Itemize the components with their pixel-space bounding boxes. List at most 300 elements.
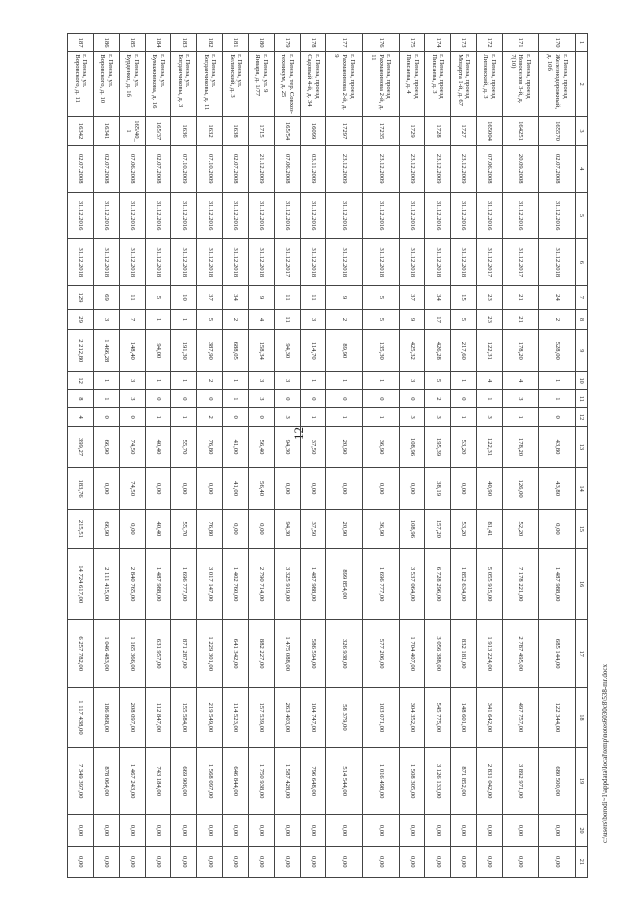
table-cell: 187	[68, 34, 94, 52]
table-cell: 104 747,00	[300, 688, 326, 748]
table-cell: 24	[539, 286, 576, 309]
address-cell: г. Пенза, ул. Белинский, д. 3	[223, 52, 249, 117]
table-cell: 387,90	[197, 330, 223, 372]
table-row	[451, 34, 477, 878]
table-cell: 31.12.2018	[171, 239, 197, 286]
table-cell: 0,00	[119, 509, 145, 548]
table-cell: 5	[425, 372, 451, 390]
table-cell: 11	[274, 286, 300, 309]
table-cell: 0,00	[539, 509, 576, 548]
table-cell: 0	[362, 390, 399, 408]
table-cell: 53,20	[451, 509, 477, 548]
table-cell: 31.12.2018	[300, 239, 326, 286]
table-cell: 1	[451, 408, 477, 426]
table-cell: 641 342,00	[223, 620, 249, 688]
table-cell: 4	[248, 309, 274, 330]
table-cell: 56,40	[248, 426, 274, 468]
table-cell: 55,70	[171, 426, 197, 468]
table-cell: 07.10.2009	[197, 145, 223, 192]
table-cell: 1 696 777,00	[362, 548, 399, 620]
table-cell: 34	[425, 286, 451, 309]
table-cell: 165/37	[145, 117, 171, 146]
table-cell: 215,51	[68, 509, 94, 548]
table-cell: 3	[248, 390, 274, 408]
table-cell: 3 892 971,00	[502, 747, 539, 815]
table-cell: 688,05	[223, 330, 249, 372]
table-cell: 878 064,00	[94, 747, 120, 815]
table-cell: 497 757,00	[502, 688, 539, 748]
table-cell: 191,30	[171, 330, 197, 372]
table-cell: 426,28	[425, 330, 451, 372]
table-cell: 172	[477, 34, 503, 52]
table-cell: 55,70	[171, 509, 197, 548]
table-cell: 0,00	[300, 815, 326, 846]
table-cell: 2 790 714,00	[248, 548, 274, 620]
address-cell: г. Пенза, проезд Пиксаева, д. 4	[399, 52, 425, 117]
table-cell: 165570	[539, 117, 576, 146]
table-cell: 29	[68, 309, 94, 330]
table-cell: 3	[399, 372, 425, 390]
table-cell: 31.12.2017	[502, 239, 539, 286]
table-cell: 03.11.2009	[300, 145, 326, 192]
column-number-9: 9	[576, 330, 588, 372]
table-cell: 2	[197, 408, 223, 426]
table-cell: 165/54	[274, 117, 300, 146]
table-cell: 0,00	[197, 468, 223, 510]
table-cell: 31.12.2016	[119, 192, 145, 239]
address-cell: г. Пенза, ул. 9 Января, д. 1/77	[248, 52, 274, 117]
address-cell: г. Пенза, ул. Бумажникова, д. 16	[145, 52, 171, 117]
table-cell: 0,00	[399, 815, 425, 846]
table-cell: 0	[399, 390, 425, 408]
table-cell: 23	[477, 309, 503, 330]
table-cell: 1	[171, 408, 197, 426]
table-cell: 1 487 988,00	[145, 548, 171, 620]
table-cell: 425,32	[399, 330, 425, 372]
table-cell: 3	[399, 408, 425, 426]
table-cell: 0	[451, 390, 477, 408]
table-cell: 0,00	[451, 846, 477, 877]
table-cell: 0,00	[248, 815, 274, 846]
address-cell: г. Пенза, тер. Совхоз-техникум, д. 25	[274, 52, 300, 117]
table-cell: 3 017 147,00	[197, 548, 223, 620]
table-cell: 1	[539, 372, 576, 390]
table-cell: 31.12.2016	[145, 192, 171, 239]
table-cell: 3	[119, 390, 145, 408]
table-row	[300, 34, 326, 878]
table-cell: 6 728 296,00	[425, 548, 451, 620]
table-cell: 122,31	[477, 330, 503, 372]
table-cell: 37,50	[300, 426, 326, 468]
table-cell: 31.12.2016	[539, 192, 576, 239]
table-cell: 0,00	[223, 509, 249, 548]
table-cell: 0,00	[451, 815, 477, 846]
table-cell: 0	[145, 390, 171, 408]
table-cell: 4	[502, 372, 539, 390]
column-number-3: 3	[576, 117, 588, 146]
table-cell: 0,00	[248, 509, 274, 548]
table-cell: 2	[223, 309, 249, 330]
table-cell: 3	[94, 309, 120, 330]
table-cell: 177	[326, 34, 363, 52]
table-cell: 66,90	[94, 426, 120, 468]
column-number-11: 11	[576, 390, 588, 408]
table-cell: 1	[362, 408, 399, 426]
table-cell: 217,60	[451, 330, 477, 372]
table-cell: 0	[326, 390, 363, 408]
table-cell: 3	[300, 309, 326, 330]
table-cell: 31.12.2016	[451, 192, 477, 239]
table-cell: 0,00	[68, 815, 94, 846]
file-path-footer: c:\users\borodi~1\appdata\local\temp\notes6030c8\538-mr.docx	[601, 664, 609, 843]
table-cell: 31.12.2016	[362, 192, 399, 239]
table-cell: 1	[223, 372, 249, 390]
table-cell: 31.12.2018	[362, 239, 399, 286]
table-cell: 1 587 428,00	[274, 747, 300, 815]
table-cell: 16341	[94, 117, 120, 146]
table-cell: 178,20	[502, 426, 539, 468]
table-cell: 0,00	[197, 846, 223, 877]
column-number-19: 19	[576, 747, 588, 815]
address-cell: г. Пенза, проезд Новоселов 3-й, д. 7(10)	[502, 52, 539, 117]
table-cell: 0,00	[326, 815, 363, 846]
table-cell: 31.12.2016	[68, 192, 94, 239]
table-cell: 58 379,00	[326, 688, 363, 748]
table-cell: 7	[119, 309, 145, 330]
table-cell: 185	[119, 34, 145, 52]
table-cell: 129	[68, 286, 94, 309]
table-cell: 69	[94, 286, 120, 309]
table-cell: 1727	[451, 117, 477, 146]
table-cell: 3 325 919,00	[274, 548, 300, 620]
table-cell: 0,00	[248, 846, 274, 877]
table-cell: 31.12.2018	[197, 239, 223, 286]
table-cell: 263 403,00	[274, 688, 300, 748]
table-cell: 3	[119, 372, 145, 390]
column-number-1: 1	[576, 34, 588, 52]
table-cell: 1 913 224,00	[477, 620, 503, 688]
table-cell: 0,00	[502, 846, 539, 877]
table-cell: 1	[451, 372, 477, 390]
table-cell: 7 178 221,00	[502, 548, 539, 620]
table-cell: 10	[171, 286, 197, 309]
table-cell: 9	[326, 286, 363, 309]
table-cell: 135,30	[362, 330, 399, 372]
table-cell: 31.12.2018	[68, 239, 94, 286]
table-cell: 20.09.2008	[502, 145, 539, 192]
table-cell: 0	[274, 390, 300, 408]
table-cell: 1 696 777,00	[171, 548, 197, 620]
table-cell: 23.12.2009	[425, 145, 451, 192]
table-cell: 1 487 988,00	[539, 548, 576, 620]
table-cell: 31.12.2018	[425, 239, 451, 286]
column-number-8: 8	[576, 309, 588, 330]
table-cell: 304 352,00	[399, 688, 425, 748]
table-cell: 3 537 064,00	[399, 548, 425, 620]
table-cell: 0,00	[171, 468, 197, 510]
table-cell: 2	[425, 390, 451, 408]
table-cell: 1638	[223, 117, 249, 146]
table-cell: 21	[502, 286, 539, 309]
table-cell: 184	[145, 34, 171, 52]
table-cell: 5	[197, 309, 223, 330]
table-cell: 37	[197, 286, 223, 309]
address-cell: г. Пенза, ул. Бурденко, д. 1б	[119, 52, 145, 117]
table-cell: 178,20	[502, 330, 539, 372]
table-cell: 4	[68, 408, 94, 426]
table-cell: 0,00	[94, 846, 120, 877]
table-cell: 02.07.2008	[145, 145, 171, 192]
table-cell: 94,30	[274, 509, 300, 548]
table-cell: 12	[68, 372, 94, 390]
address-cell: г. Пенза, ул. Воровского, д. 10	[94, 52, 120, 117]
address-cell: г. Пенза, ул. Воровского, д. 11	[68, 52, 94, 117]
data-table	[67, 33, 588, 878]
table-cell: 52,20	[502, 509, 539, 548]
table-cell: 74,50	[119, 426, 145, 468]
table-cell: 1	[145, 372, 171, 390]
table-cell: 1 487 988,00	[300, 548, 326, 620]
table-cell: 11	[300, 286, 326, 309]
table-cell: 1729	[399, 117, 425, 146]
table-cell: 1	[477, 390, 503, 408]
address-cell: г. Пенза, проезд Моцарта 1-й, д. 67	[451, 52, 477, 117]
column-number-4: 4	[576, 145, 588, 192]
table-cell: 0,00	[197, 815, 223, 846]
table-cell: 36,90	[362, 426, 399, 468]
table-cell: 1	[145, 408, 171, 426]
table-cell: 0	[94, 408, 120, 426]
table-cell: 514 544,00	[326, 747, 363, 815]
table-cell: 31.12.2016	[94, 192, 120, 239]
table-cell: 899 854,00	[326, 548, 363, 620]
table-cell: 219 549,00	[197, 688, 223, 748]
column-number-5: 5	[576, 192, 588, 239]
table-row	[68, 34, 94, 878]
table-cell: 0,00	[68, 846, 94, 877]
table-cell: 31.12.2018	[326, 239, 363, 286]
table-cell: 108,96	[399, 509, 425, 548]
table-cell: 528,00	[539, 330, 576, 372]
table-row	[274, 34, 300, 878]
table-row	[399, 34, 425, 878]
table-cell: 16099	[300, 117, 326, 146]
table-cell: 5	[362, 309, 399, 330]
table-cell: 0,00	[223, 815, 249, 846]
table-cell: 23.12.2009	[326, 145, 363, 192]
table-cell: 1 016 498,00	[362, 747, 399, 815]
table-cell: 577 206,00	[362, 620, 399, 688]
table-cell: 1 466,28	[94, 330, 120, 372]
table-cell: 0,00	[539, 815, 576, 846]
table-cell: 114 523,00	[223, 688, 249, 748]
table-cell: 1	[362, 372, 399, 390]
table-cell: 41,00	[223, 426, 249, 468]
table-cell: 170	[539, 34, 576, 52]
table-cell: 36,90	[362, 509, 399, 548]
table-cell: 1	[145, 309, 171, 330]
table-cell: 38,19	[425, 468, 451, 510]
table-cell: 37,50	[300, 509, 326, 548]
table-cell: 53,20	[451, 426, 477, 468]
table-cell: 34	[223, 286, 249, 309]
column-number-18: 18	[576, 688, 588, 748]
address-cell: г. Пенза, проезд Пиксаева, д. 3	[425, 52, 451, 117]
column-number-15: 15	[576, 509, 588, 548]
table-cell: 176	[362, 34, 399, 52]
table-cell: 0	[539, 408, 576, 426]
table-cell: 148 601,00	[451, 688, 477, 748]
table-cell: 94,30	[274, 330, 300, 372]
table-cell: 1	[502, 408, 539, 426]
table-cell: 2 787 495,00	[502, 620, 539, 688]
column-number-6: 6	[576, 239, 588, 286]
table-cell: 43,80	[539, 468, 576, 510]
table-cell: 103 071,00	[362, 688, 399, 748]
table-cell: 17235	[362, 117, 399, 146]
table-cell: 1715	[248, 117, 274, 146]
table-cell: 3	[274, 372, 300, 390]
table-cell: 2 212,80	[68, 330, 94, 372]
address-cell: г. Пенза, ул. Богданчиковы, д. 3	[171, 52, 197, 117]
table-cell: 871 287,00	[171, 620, 197, 688]
table-cell: 155 584,00	[171, 688, 197, 748]
table-cell: 186	[94, 34, 120, 52]
address-cell: г. Пенза, проезд Садовый 4-й, д. 34	[300, 52, 326, 117]
table-row	[326, 34, 363, 878]
table-cell: 112 847,00	[145, 688, 171, 748]
table-cell: 0,00	[119, 815, 145, 846]
table-cell: 31.12.2016	[326, 192, 363, 239]
table-cell: 0,00	[300, 846, 326, 877]
data-table-container	[67, 33, 588, 878]
table-cell: 173	[451, 34, 477, 52]
table-cell: 832 181,00	[451, 620, 477, 688]
table-cell: 0	[119, 408, 145, 426]
table-cell: 1	[171, 309, 197, 330]
table-cell: 208 097,00	[119, 688, 145, 748]
table-cell: 0,00	[223, 846, 249, 877]
table-cell: 0,00	[425, 846, 451, 877]
table-cell: 07.06.2008	[477, 145, 503, 192]
table-cell: 0,00	[502, 815, 539, 846]
table-cell: 23.12.2009	[399, 145, 425, 192]
column-number-17: 17	[576, 620, 588, 688]
table-cell: 31.12.2018	[248, 239, 274, 286]
address-cell: г. Пенза, проезд Рахманинова 2-й, д. 11	[362, 52, 399, 117]
table-cell: 31.12.2016	[248, 192, 274, 239]
table-cell: 1	[300, 408, 326, 426]
table-cell: 1728	[425, 117, 451, 146]
table-cell: 5	[362, 286, 399, 309]
table-cell: 158,34	[248, 330, 274, 372]
table-cell: 122 344,00	[539, 688, 576, 748]
table-cell: 31.12.2016	[171, 192, 197, 239]
table-cell: 1	[171, 372, 197, 390]
column-number-16: 16	[576, 548, 588, 620]
table-cell: 94,30	[274, 426, 300, 468]
table-cell: 4	[477, 372, 503, 390]
table-cell: 0,00	[171, 846, 197, 877]
table-cell: 0,00	[145, 846, 171, 877]
table-cell: 20,90	[326, 509, 363, 548]
table-cell: 2	[539, 309, 576, 330]
header-row	[576, 34, 588, 878]
table-cell: 3	[248, 372, 274, 390]
table-cell: 1	[94, 390, 120, 408]
table-cell: 631 957,00	[145, 620, 171, 688]
address-cell: г. Пенза, ул. Богданчиковы, д. 11	[197, 52, 223, 117]
table-cell: 40,40	[145, 426, 171, 468]
table-cell: 3	[502, 390, 539, 408]
column-number-12: 12	[576, 408, 588, 426]
table-cell: 5	[145, 286, 171, 309]
table-cell: 31.12.2016	[223, 192, 249, 239]
table-cell: 3 126 133,00	[425, 747, 451, 815]
table-cell: 1	[300, 372, 326, 390]
table-cell: 183	[171, 34, 197, 52]
address-cell: г. Пенза, проезд Рахманинова 2-й, д. 9	[326, 52, 363, 117]
address-cell: г. Пенза, проезд Липовский, д. 3	[477, 52, 503, 117]
table-cell: 3	[477, 408, 503, 426]
table-cell: 2 111 415,00	[94, 548, 120, 620]
table-cell: 40,40	[145, 509, 171, 548]
table-cell: 0,00	[451, 468, 477, 510]
table-cell: 0,00	[399, 468, 425, 510]
table-cell: 646 844,00	[223, 747, 249, 815]
table-row	[171, 34, 197, 878]
table-cell: 1 568 097,00	[197, 747, 223, 815]
table-cell: 680 500,00	[539, 747, 576, 815]
table-cell: 174	[425, 34, 451, 52]
table-cell: 21	[502, 309, 539, 330]
table-cell: 0,00	[539, 846, 576, 877]
table-cell: 1 402 760,00	[223, 548, 249, 620]
table-cell: 1 475 088,00	[274, 620, 300, 688]
table-row	[94, 34, 120, 878]
table-cell: 171	[502, 34, 539, 52]
table-cell: 871 852,00	[451, 747, 477, 815]
table-cell: 0,00	[399, 846, 425, 877]
page-number: 12	[291, 427, 306, 440]
table-cell: 0,00	[274, 815, 300, 846]
table-cell: 341 642,00	[477, 688, 503, 748]
table-cell: 94,00	[145, 330, 171, 372]
table-cell: 21.12.2009	[248, 145, 274, 192]
table-row	[145, 34, 171, 878]
table-cell: 157 539,00	[248, 688, 274, 748]
column-number-10: 10	[576, 372, 588, 390]
table-cell: 11	[274, 309, 300, 330]
table-cell: 23.12.2009	[362, 145, 399, 192]
table-cell: 1 852 634,00	[451, 548, 477, 620]
table-cell: 165/40_1	[119, 117, 145, 146]
table-cell: 126,00	[502, 468, 539, 510]
table-cell: 07.06.2008	[274, 145, 300, 192]
table-cell: 1632	[197, 117, 223, 146]
table-cell: 0,00	[300, 468, 326, 510]
table-cell: 545 775,00	[425, 688, 451, 748]
table-cell: 0,00	[145, 815, 171, 846]
table-cell: 31.12.2016	[197, 192, 223, 239]
table-cell: 0,00	[362, 468, 399, 510]
table-cell: 0	[300, 390, 326, 408]
table-cell: 81,41	[477, 509, 503, 548]
table-cell: 31.12.2016	[502, 192, 539, 239]
table-cell: 31.12.2018	[451, 239, 477, 286]
table-cell: 16342	[68, 117, 94, 146]
table-cell: 2 831 042,00	[477, 747, 503, 815]
